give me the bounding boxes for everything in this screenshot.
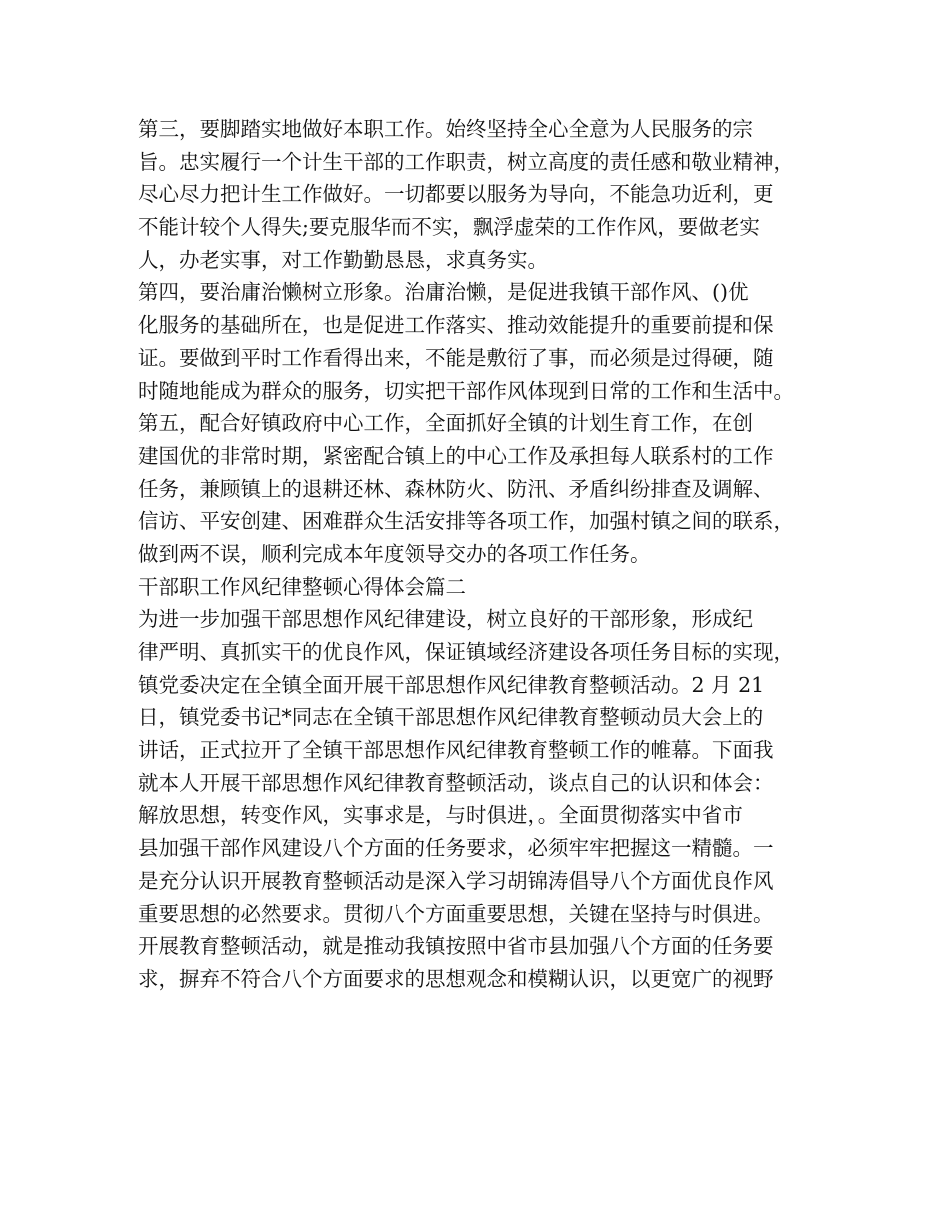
text-line: 讲话，正式拉开了全镇干部思想作风纪律教育整顿工作的帷幕。下面我 — [138, 738, 774, 763]
document-body — [138, 113, 830, 996]
text-line: 尽心尽力把计生工作做好。一切都要以服务为导向，不能急功近利，更 — [138, 182, 774, 207]
text-line: 证。要做到平时工作看得出来，不能是敷衍了事，而必须是过得硬，随 — [138, 345, 774, 370]
text-line: 人，办老实事，对工作勤勤恳恳，求真务实。 — [138, 247, 548, 272]
text-line: 重要思想的必然要求。贯彻八个方面重要思想，关键在坚持与时俱进。 — [138, 901, 774, 926]
text-line: 时随地能成为群众的服务，切实把干部作风体现到日常的工作和生活中。 — [138, 378, 794, 403]
text-line: 第三，要脚踏实地做好本职工作。始终坚持全心全意为人民服务的宗 — [138, 117, 753, 141]
text-line: 旨。忠实履行一个计生干部的工作职责，树立高度的责任感和敬业精神， — [138, 149, 794, 174]
text-line: 是充分认识开展教育整顿活动是深入学习胡锦涛倡导八个方面优良作风 — [138, 868, 774, 893]
text-line: 开展教育整顿活动，就是推动我镇按照中省市县加强八个方面的任务要 — [138, 934, 774, 959]
text-line: 就本人开展干部思想作风纪律教育整顿活动，谈点自己的认识和体会： — [138, 770, 774, 795]
text-line: 任务，兼顾镇上的退耕还林、森林防火、防汛、矛盾纠纷排查及调解、 — [138, 476, 774, 501]
text-line: 律严明、真抓实干的优良作风，保证镇域经济建设各项任务目标的实现， — [138, 640, 794, 664]
text-line: 第四，要治庸治懒树立形象。治庸治懒，是促进我镇干部作风、()优 — [138, 280, 749, 305]
text-line: 县加强干部作风建设八个方面的任务要求，必须牢牢把握这一精髓。一 — [138, 836, 774, 861]
text-line: 建国优的非常时期，紧密配合镇上的中心工作及承担每人联系村的工作 — [138, 443, 774, 468]
text-line: 化服务的基础所在，也是促进工作落实、推动效能提升的重要前提和保 — [138, 313, 774, 338]
text-line: 求，摒弃不符合八个方面要求的思想观念和模糊认识，以更宽广的视野 — [138, 966, 774, 991]
text-line: 不能计较个人得失;要克服华而不实，飘浮虚荣的工作作风，要做老实 — [138, 215, 760, 240]
text-line: 信访、平安创建、困难群众生活安排等各项工作，加强村镇之间的联系， — [138, 509, 794, 534]
text-line: 解放思想，转变作风，实事求是，与时俱进，。全面贯彻落实中省市 — [138, 803, 743, 828]
text-line: 日，镇党委书记*同志在全镇干部思想作风纪律教育整顿动员大会上的 — [138, 705, 764, 730]
text-line: 做到两不误，顺利完成本年度领导交办的各项工作任务。 — [138, 541, 651, 566]
section-heading: 干部职工作风纪律整顿心得体会篇二 — [138, 574, 466, 599]
text-line: 为进一步加强干部思想作风纪律建设，树立良好的干部形象，形成纪 — [138, 607, 753, 632]
text-line: 第五，配合好镇政府中心工作，全面抓好全镇的计划生育工作，在创 — [138, 411, 753, 436]
text-line: 镇党委决定在全镇全面开展干部思想作风纪律教育整顿活动。2 月 21 — [138, 672, 765, 697]
